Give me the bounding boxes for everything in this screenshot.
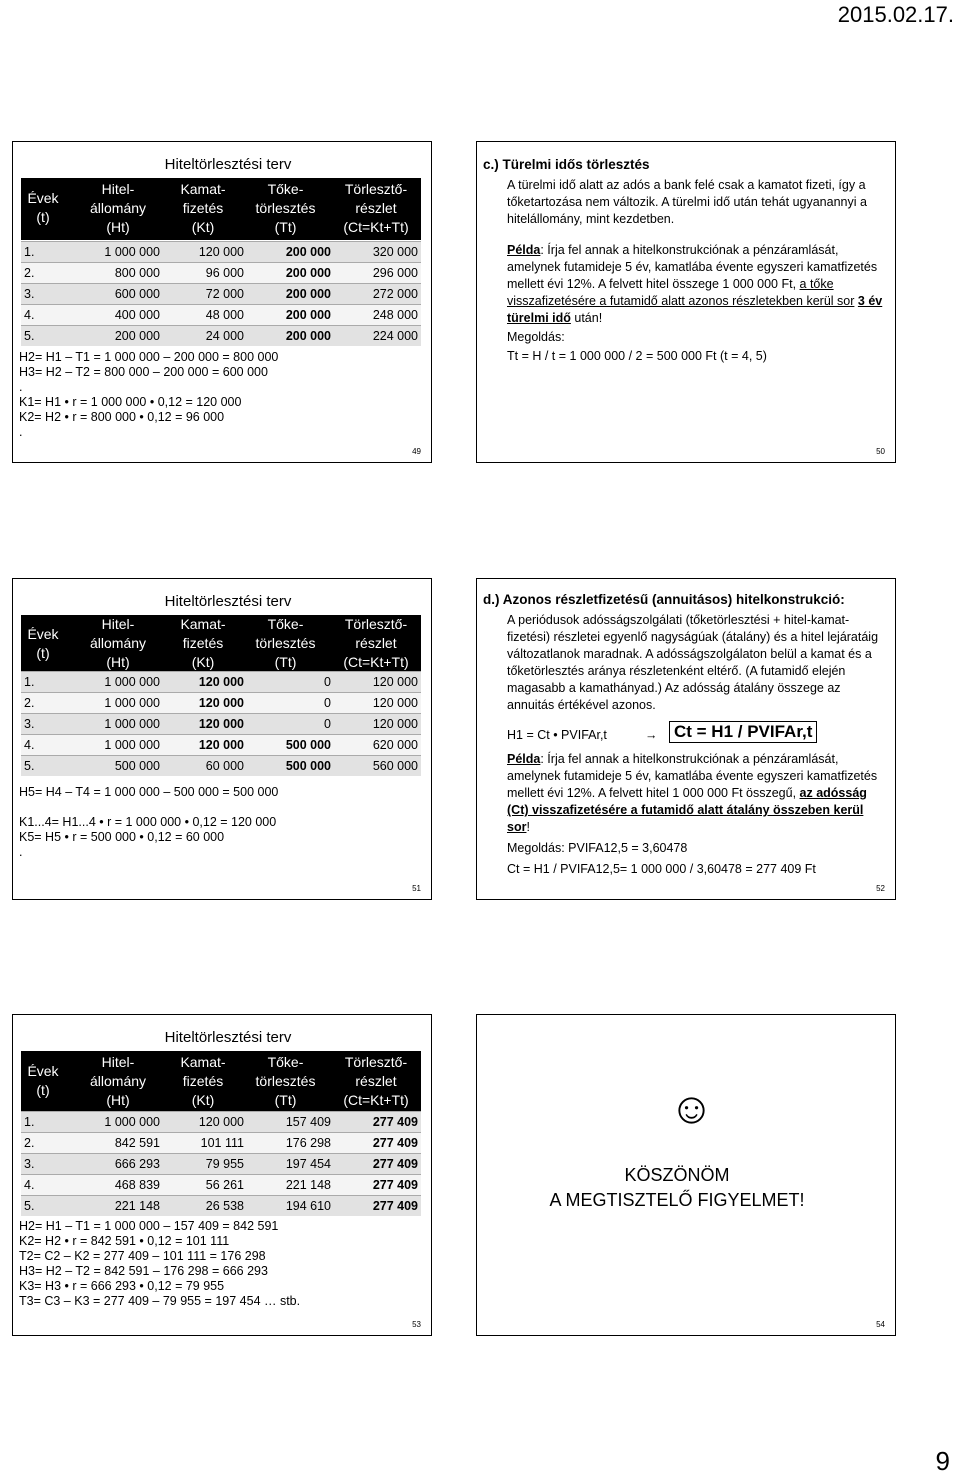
cell: 200 000 [247,242,334,263]
cell: 200 000 [247,305,334,326]
calc-line: K2= H2 • r = 800 000 • 0,12 = 96 000 [19,410,225,424]
cell: 1 000 000 [71,714,163,735]
slide-content [483,591,887,714]
cell: 176 298 [247,1133,334,1154]
header-interest: Kamat- fizetés (Kt) [180,181,226,235]
slide-number: 51 [412,884,421,893]
slide-number: 52 [876,884,885,893]
solution-line: Megoldás: PVIFA12,5 = 3,60478 [507,841,688,855]
cell: 277 409 [334,1133,421,1154]
cell: 1. [21,672,71,693]
cell: 1. [21,1112,71,1133]
cell: 60 000 [163,756,247,777]
slide-number: 54 [876,1320,885,1329]
cell: 2. [21,263,71,284]
cell: 3. [21,1154,71,1175]
cell: 277 409 [334,1175,421,1196]
cell: 200 000 [247,326,334,347]
header-interest: Kamat- fizetés (Kt) [180,616,226,670]
cell: 157 409 [247,1112,334,1133]
header-balance: Hitel- állomány (Ht) [89,181,147,235]
cell: 248 000 [334,305,421,326]
cell: 48 000 [163,305,247,326]
table-row [21,735,421,756]
calc-line: H2= H1 – T1 = 1 000 000 – 200 000 = 800 000 [19,350,279,364]
definition-text: A periódusok adósságszolgálati (tőketörlesztési + hitel-kamat-fizetési) részletei egyenlő nagyságúak (átalány) és a hitel lejáratáig változatlanok maradnak. A adósságszolgálaton belül a kamat és a tőketörlesztés aránya részletenként eltérő. (A futamidő elején magasabb a kamathányad.) Az adósság átalány összege az annuitás értékével azonos. [507,613,879,712]
cell: 26 538 [163,1196,247,1217]
solution-label: Megoldás: [507,330,565,344]
calc-line: T2= C2 – K2 = 277 409 – 101 111 = 176 298 [19,1249,266,1263]
cell: 666 293 [71,1154,163,1175]
cell: 400 000 [71,305,163,326]
header-balance: Hitel- állomány (Ht) [89,1054,147,1108]
example-text: Példa: Írja fel annak a hitelkonstrukciónak a pénzáramlását, amelynek futamideje 5 év, kamatlába évente egyszeri kamatfizetés mellett évi 12%. A felvett hitel összege 1 000 000 Ft, a tőke visszafizetésére a futamidő alatt azonos részletekben kerül sor 3 év türelmi idő után! [507,243,883,325]
header-balance: Hitel- állomány (Ht) [89,616,147,670]
cell: 79 955 [163,1154,247,1175]
header-years: Évek (t) [27,190,59,225]
header-years: Évek (t) [27,1063,59,1098]
cell: 277 409 [334,1154,421,1175]
solution-line: Ct = H1 / PVIFA12,5= 1 000 000 / 3,60478 = 277 409 Ft [507,862,816,876]
cell: 200 000 [247,263,334,284]
table-row [21,693,421,714]
cell: 72 000 [163,284,247,305]
table-row [21,1175,421,1196]
cell: 120 000 [163,672,247,693]
header-installment: Törlesztő- részlet (Ct=Kt+Tt) [343,1054,409,1108]
cell: 1 000 000 [71,1112,163,1133]
table-row [21,672,421,693]
cell: 5. [21,756,71,777]
section-heading: d.) Azonos részletfizetésű (annuitásos) hitelkonstrukció: [483,592,845,607]
cell: 3. [21,714,71,735]
slide-number: 53 [412,1320,421,1329]
cell: 120 000 [334,693,421,714]
cell: 221 148 [247,1175,334,1196]
cell: 120 000 [163,714,247,735]
calc-line: K3= H3 • r = 666 293 • 0,12 = 79 955 [19,1279,225,1293]
cell: 500 000 [247,756,334,777]
cell: 296 000 [334,263,421,284]
header-date: 2015.02.17. [837,2,954,27]
header-principal: Tőke- törlesztés (Tt) [255,616,316,670]
cell: 120 000 [334,714,421,735]
table-title: Hiteltörlesztési terv [164,156,292,173]
cell: 1 000 000 [71,672,163,693]
cell: 272 000 [334,284,421,305]
table-row [21,263,421,284]
closing-message [477,1163,877,1213]
table-title: Hiteltörlesztési terv [164,1029,292,1046]
cell: 842 591 [71,1133,163,1154]
cell: 468 839 [71,1175,163,1196]
smiley-icon: ☺ [669,1084,714,1133]
calculation-notes [19,1219,300,1309]
arrow-icon: → [645,728,658,742]
cell: 500 000 [71,756,163,777]
cell: 560 000 [334,756,421,777]
cell: 320 000 [334,242,421,263]
cell: 1. [21,242,71,263]
cell: 800 000 [71,263,163,284]
annuity-formula-box: Ct = H1 / PVIFAr,t [669,721,817,743]
cell: 500 000 [247,735,334,756]
table-row [21,326,421,347]
table-row [21,714,421,735]
cell: 600 000 [71,284,163,305]
cell: 56 261 [163,1175,247,1196]
cell: 0 [247,672,334,693]
cell: 4. [21,305,71,326]
cell: 2. [21,693,71,714]
calc-line: T3= C3 – K3 = 277 409 – 79 955 = 197 454 … stb. [19,1294,301,1308]
cell: 2. [21,1133,71,1154]
calc-line: H2= H1 – T1 = 1 000 000 – 157 409 = 842 591 [19,1219,279,1233]
cell: 4. [21,735,71,756]
cell: 120 000 [163,735,247,756]
table-row [21,756,421,777]
cell: 1 000 000 [71,735,163,756]
cell: 200 000 [71,326,163,347]
cell: 277 409 [334,1196,421,1217]
example-text: Példa: Írja fel annak a hitelkonstrukciónak a pénzáramlását, amelynek futamideje 5 év, kamatlába évente egyszeri kamatfizetés mellett évi 12%. A felvett hitel 1 000 000 Ft összegű, az adósság (Ct) visszafizetésére a futamidő alatt átalány összeben kerül sor! [507,752,878,834]
example-label: Példa [507,752,541,766]
cell: 120 000 [163,242,247,263]
header-principal: Tőke- törlesztés (Tt) [255,1054,316,1108]
slide-51 [12,578,432,900]
slide-number: 50 [876,447,885,456]
calc-line: . [19,380,23,394]
header-installment: Törlesztő- részlet (Ct=Kt+Tt) [343,616,409,670]
slide-number: 49 [412,447,421,456]
cell: 24 000 [163,326,247,347]
thanks-line: A MEGTISZTELŐ FIGYELMET! [549,1190,805,1210]
cell: 197 454 [247,1154,334,1175]
calc-line: K1= H1 • r = 1 000 000 • 0,12 = 120 000 [19,395,242,409]
slide-49 [12,141,432,463]
calc-line: H5= H4 – T4 = 1 000 000 – 500 000 = 500 000 [19,785,279,799]
definition-text: A türelmi idő alatt az adós a bank felé csak a kamatot fizeti, így a tőketartozása nem változik. A türelmi idő után tehát ugyanannyi a hitelállomány, mint kezdetben. [507,178,867,226]
calculation-notes [19,350,278,440]
cell: 101 111 [163,1133,247,1154]
header-interest: Kamat- fizetés (Kt) [180,1054,226,1108]
repayment-table [21,671,421,776]
repayment-table [21,1111,421,1216]
cell: 620 000 [334,735,421,756]
cell: 4. [21,1175,71,1196]
cell: 96 000 [163,263,247,284]
table-row [21,284,421,305]
calculation-notes [19,785,278,860]
cell: 194 610 [247,1196,334,1217]
example-label: Példa [507,243,541,257]
cell: 221 148 [71,1196,163,1217]
calc-line: H3= H2 – T2 = 842 591 – 176 298 = 666 293 [19,1264,268,1278]
table-row [21,1196,421,1217]
table-row [21,242,421,263]
cell: 5. [21,1196,71,1217]
cell: 5. [21,326,71,347]
thanks-line: KÖSZÖNÖM [624,1165,730,1185]
table-row [21,1133,421,1154]
calc-line: K2= H2 • r = 842 591 • 0,12 = 101 111 [19,1234,230,1248]
table-row [21,305,421,326]
cell: 224 000 [334,326,421,347]
calc-line: K1...4= H1...4 • r = 1 000 000 • 0,12 = 120 000 [19,815,277,829]
cell: 1 000 000 [71,242,163,263]
cell: 277 409 [334,1112,421,1133]
slide-53 [12,1014,432,1336]
calc-line: H3= H2 – T2 = 800 000 – 200 000 = 600 000 [19,365,268,379]
table-row [21,1112,421,1133]
header-installment: Törlesztő- részlet (Ct=Kt+Tt) [343,181,409,235]
cell: 1 000 000 [71,693,163,714]
table-title: Hiteltörlesztési terv [164,593,292,610]
cell: 200 000 [247,284,334,305]
solution-formula: Tt = H / t = 1 000 000 / 2 = 500 000 Ft (t = 4, 5) [507,349,767,363]
cell: 0 [247,693,334,714]
header-years: Évek (t) [27,626,59,661]
slide-50 [476,141,896,463]
page-number: 9 [935,1446,950,1476]
cell: 120 000 [163,693,247,714]
calc-line: K5= H5 • r = 500 000 • 0,12 = 60 000 [19,830,225,844]
cell: 0 [247,714,334,735]
table-row [21,1154,421,1175]
cell: 120 000 [334,672,421,693]
cell: 3. [21,284,71,305]
calc-line: . [19,845,23,859]
cell: 120 000 [163,1112,247,1133]
repayment-table [21,241,421,346]
annuity-formula-small: H1 = Ct • PVIFAr,t [507,728,607,742]
slide-52 [476,578,896,900]
example-block [507,751,887,878]
slide-54 [476,1014,896,1336]
header-principal: Tőke- törlesztés (Tt) [255,181,316,235]
section-heading: c.) Türelmi idős törlesztés [483,157,650,172]
calc-line: . [19,425,23,439]
slide-content [483,156,887,365]
